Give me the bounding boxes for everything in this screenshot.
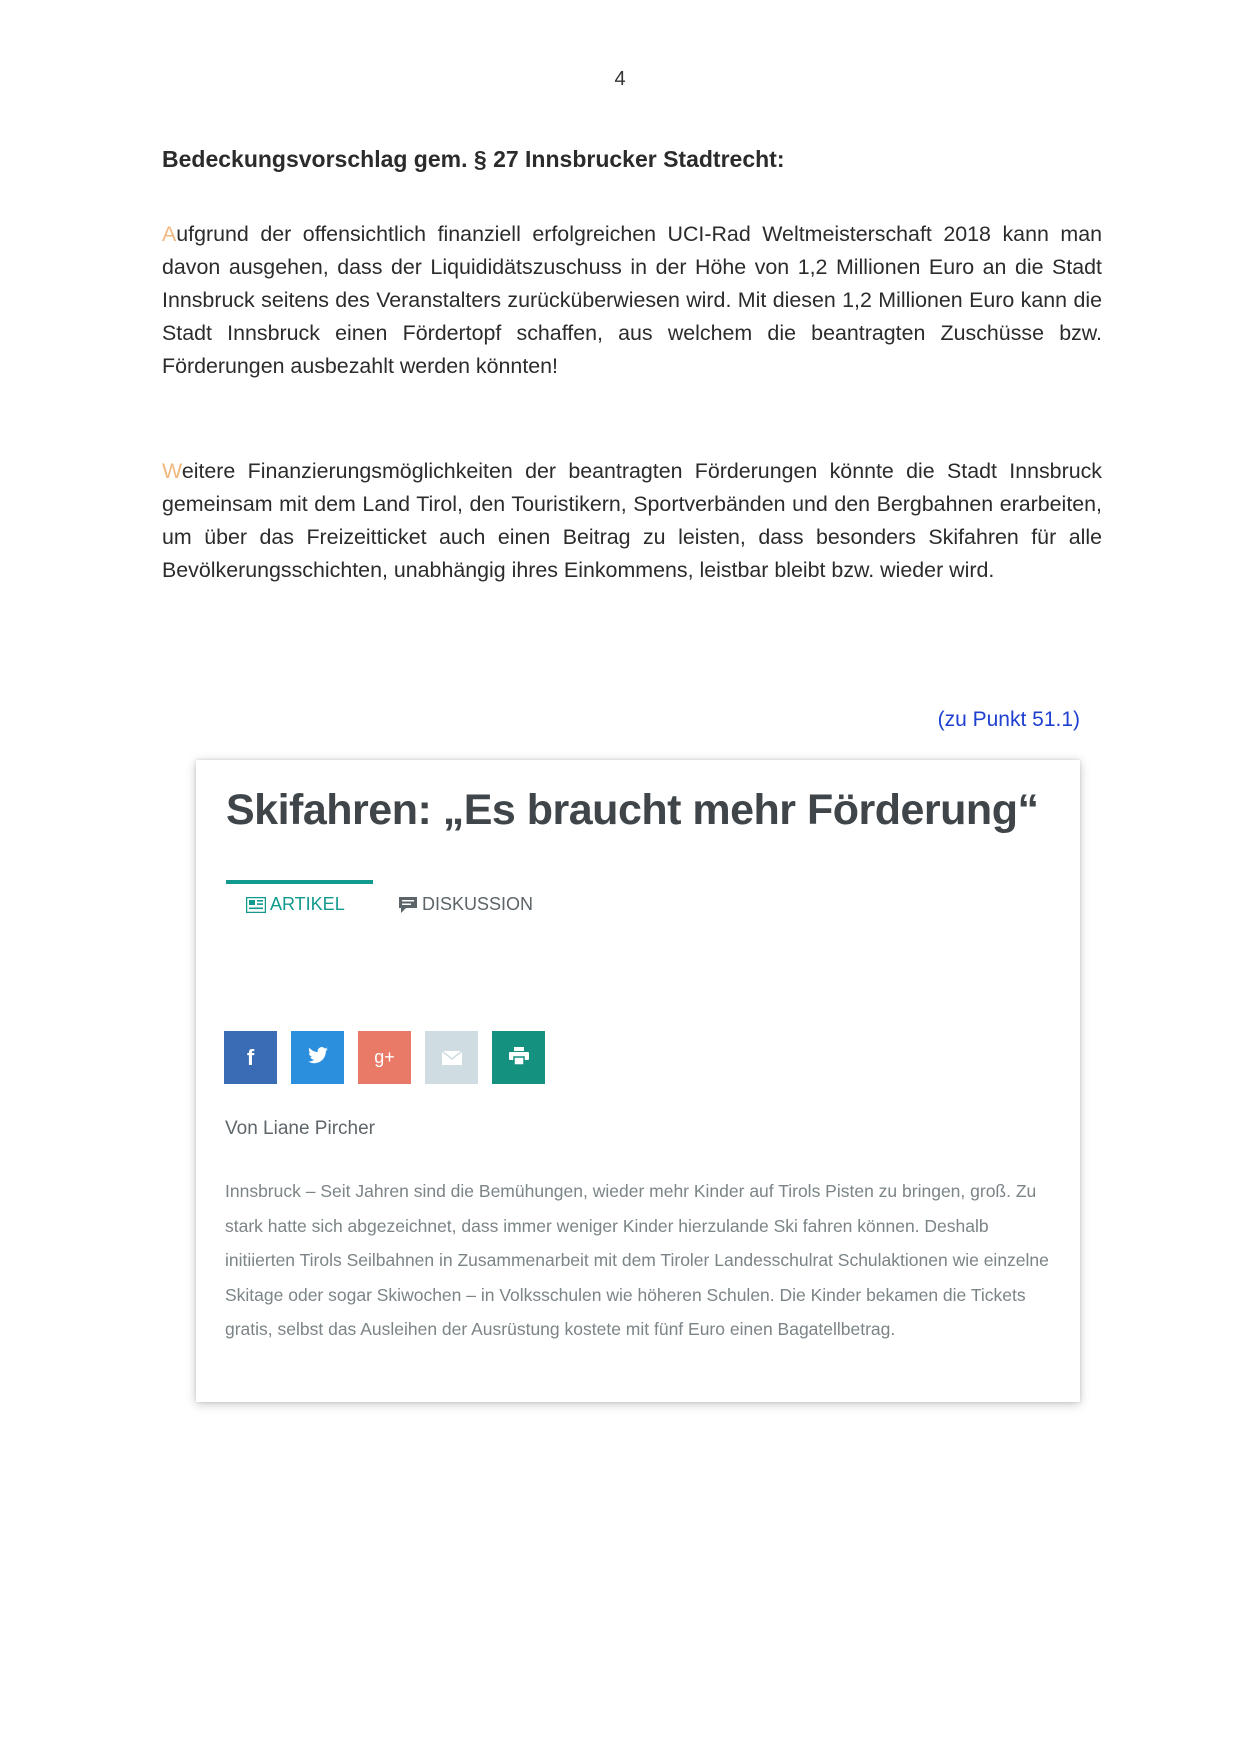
article-byline: Von Liane Pircher [225, 1118, 375, 1139]
proposal-heading: Bedeckungsvorschlag gem. § 27 Innsbrucker Stadtrecht: [162, 146, 785, 172]
active-tab-indicator [226, 880, 373, 884]
facebook-icon: f [246, 1044, 255, 1070]
newspaper-icon [246, 897, 266, 913]
facebook-share-button[interactable] [224, 1031, 277, 1084]
proposal-paragraph-1 [162, 218, 1102, 383]
google-plus-share-button[interactable] [358, 1031, 411, 1084]
drop-cap: A [162, 222, 177, 246]
twitter-icon [307, 1045, 329, 1071]
print-icon [509, 1045, 529, 1071]
print-button[interactable] [492, 1031, 545, 1084]
twitter-share-button[interactable] [291, 1031, 344, 1084]
article-title: Skifahren: „Es braucht mehr Förderung“ [226, 786, 1039, 834]
email-share-button[interactable] [425, 1031, 478, 1084]
email-icon [442, 1045, 462, 1071]
paragraph-text: ufgrund der offensichtlich finanziell erfolgreichen UCI-Rad Weltmeisterschaft 2018 kann man davon ausgehen, dass der Liquididätszuschuss in der Höhe von 1,2 Millionen Euro an die Stadt Innsbruck seitens des Veranstalters zurücküberwiesen wird. Mit diesen 1,2 Millionen Euro kann die Stadt Innsbruck einen Fördertopf schaffen, aus welchem die beantragten Zuschüsse bzw. Förderungen ausbezahlt werden könnten! [162, 222, 1102, 378]
tab-artikel[interactable] [246, 894, 345, 915]
google-plus-icon: g+ [374, 1047, 395, 1067]
page-number: 4 [614, 68, 626, 90]
share-buttons [224, 1031, 545, 1084]
tab-label: DISKUSSION [422, 894, 534, 914]
comment-icon [398, 896, 418, 914]
tab-diskussion[interactable] [398, 894, 533, 915]
tab-label: ARTIKEL [270, 894, 345, 914]
paragraph-text: eitere Finanzierungsmöglichkeiten der beantragten Förderungen könnte die Stadt Innsbruck gemeinsam mit dem Land Tirol, den Touristikern, Sportverbänden und den Bergbahnen erarbeiten, um über das Freizeitticket auch einen Beitrag zu leisten, dass besonders Skifahren für alle Bevölkerungsschichten, unabhängig ihres Einkommens, leistbar bleibt bzw. wieder wird. [162, 459, 1102, 582]
proposal-paragraph-2 [162, 455, 1102, 587]
article-body: Innsbruck – Seit Jahren sind die Bemühungen, wieder mehr Kinder auf Tirols Pisten zu bringen, groß. Zu stark hatte sich abgezeichnet, dass immer weniger Kinder hierzulande Ski fahren können. Deshalb initiierten Tirols Seilbahnen in Zusammenarbeit mit dem Tiroler Landesschulrat Schulaktionen wie einzelne Skitage oder sogar Skiwochen – in Volksschulen wie höheren Schulen. Die Kinder bekamen die Tickets gratis, selbst das Ausleihen der Ausrüstung kostete mit fünf Euro einen Bagatellbetrag. [225, 1181, 1049, 1339]
article-screenshot-card [196, 760, 1080, 1402]
reference-note: (zu Punkt 51.1) [937, 708, 1080, 731]
drop-cap: W [162, 459, 182, 483]
